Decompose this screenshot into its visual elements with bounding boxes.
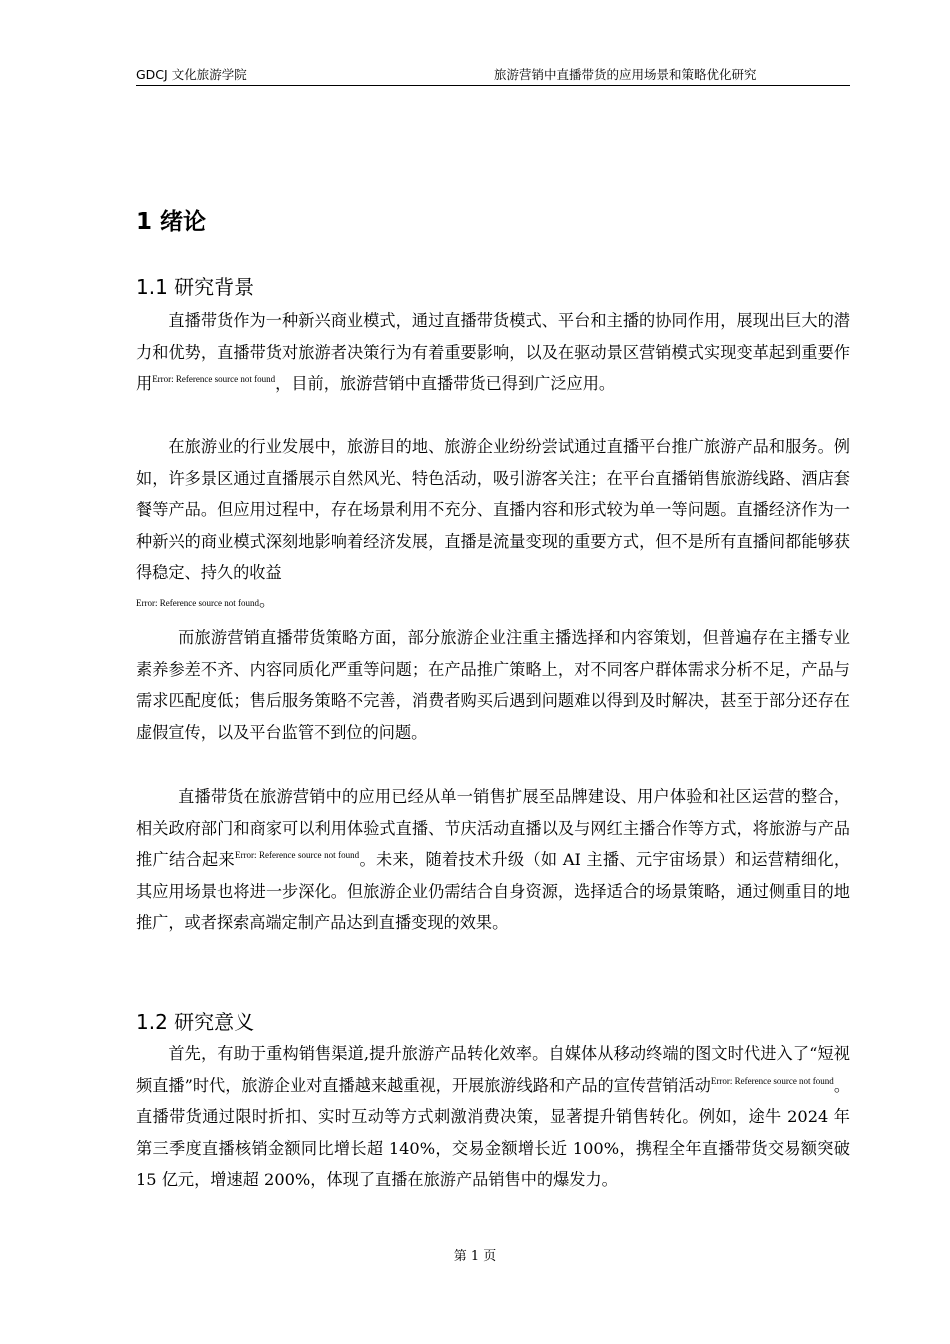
paragraph-2-text-b: 。 (258, 591, 276, 610)
section-title-background: 1.1 研究背景 (136, 275, 255, 299)
paragraph-5-text-b: 。直播带货通过限时折扣、实时互动等方式刺激消费决策，显著提升销售转化。例如，途牛 2024 年第三季度直播核销金额同比增长超 140%，交易金额增长近 100%，携程全年直播带货交易额突破 15 亿元，增速超 200%，体现了直播在旅游产品销售中的爆发力。 (136, 1075, 851, 1189)
paragraph-1-text-b: ，目前，旅游营销中直播带货已得到广泛应用。 (275, 374, 616, 393)
page-number: 第 1 页 (453, 1249, 497, 1264)
paragraph-4-text-b: 。未来，随着技术升级（如 AI 主播、元宇宙场景）和运营精细化，其应用场景也将进一步深化。但旅游企业仍需结合自身资源，选择适合的场景策略，通过侧重目的地推广，或者探索高端定制产品达到直播变现的效果。 (136, 850, 851, 932)
header-institution: GDCJ 文化旅游学院 (136, 67, 247, 82)
paragraph-2-text-a: 在旅游业的行业发展中，旅游目的地、旅游企业纷纷尝试通过直播平台推广旅游产品和服务。例如，许多景区通过直播展示自然风光、特色活动，吸引游客关注；在平台直播销售旅游线路、酒店套餐等产品。但应用过程中，存在场景利用不充分、直播内容和形式较为单一等问题。直播经济作为一种新兴的商业模式深刻地影响着经济发展，直播是流量变现的重要方式，但不是所有直播间都能够获得稳定、持久的收益 (136, 437, 850, 582)
paragraph-5-text-a: 首先，有助于重构销售渠道,提升旅游产品转化效率。自媒体从移动终端的图文时代进入了“短视频直播”时代，旅游企业对直播越来越重视，开展旅游线路和产品的宣传营销活动 (136, 1044, 850, 1095)
paragraph-1 (136, 305, 850, 400)
reference-error-3: Error: Reference source not found (234, 850, 360, 860)
paragraph-3: 而旅游营销直播带货策略方面，部分旅游企业注重主播选择和内容策划，但普遍存在主播专业素养参差不齐、内容同质化严重等问题；在产品推广策略上，对不同客户群体需求分析不足，产品与需求匹配度低；售后服务策略不完善，消费者购买后遇到问题难以得到及时解决，甚至于部分还存在虚假宣传，以及平台监管不到位的问题。 (136, 628, 850, 742)
reference-error-2: Error: Reference source not found (136, 598, 259, 608)
paragraph-5 (136, 1038, 850, 1196)
reference-error-4: Error: Reference source not found (710, 1075, 834, 1086)
paragraph-2 (136, 431, 850, 589)
header-thesis-title: 旅游营销中直播带货的应用场景和策略优化研究 (494, 67, 757, 82)
reference-error-1: Error: Reference source not found (152, 374, 276, 384)
paragraph-1-text-a: 直播带货作为一种新兴商业模式，通过直播带货模式、平台和主播的协同作用，展现出巨大的潜力和优势，直播带货对旅游者决策行为有着重要影响，以及在驱动景区营销模式实现变革起到重要作用 (136, 311, 850, 393)
section-title-significance: 1.2 研究意义 (136, 1010, 255, 1034)
page-header (136, 67, 850, 86)
paragraph-4-text-a: 直播带货在旅游营销中的应用已经从单一销售扩展至品牌建设、用户体验和社区运营的整合，相关政府部门和商家可以利用体验式直播、节庆活动直播以及与网红主播合作等方式，将旅游与产品推广结合起来 (136, 787, 850, 869)
paragraph-2-ref-line (136, 591, 275, 613)
paragraph-4 (136, 781, 850, 939)
chapter-title: 1 绪论 (136, 209, 207, 235)
